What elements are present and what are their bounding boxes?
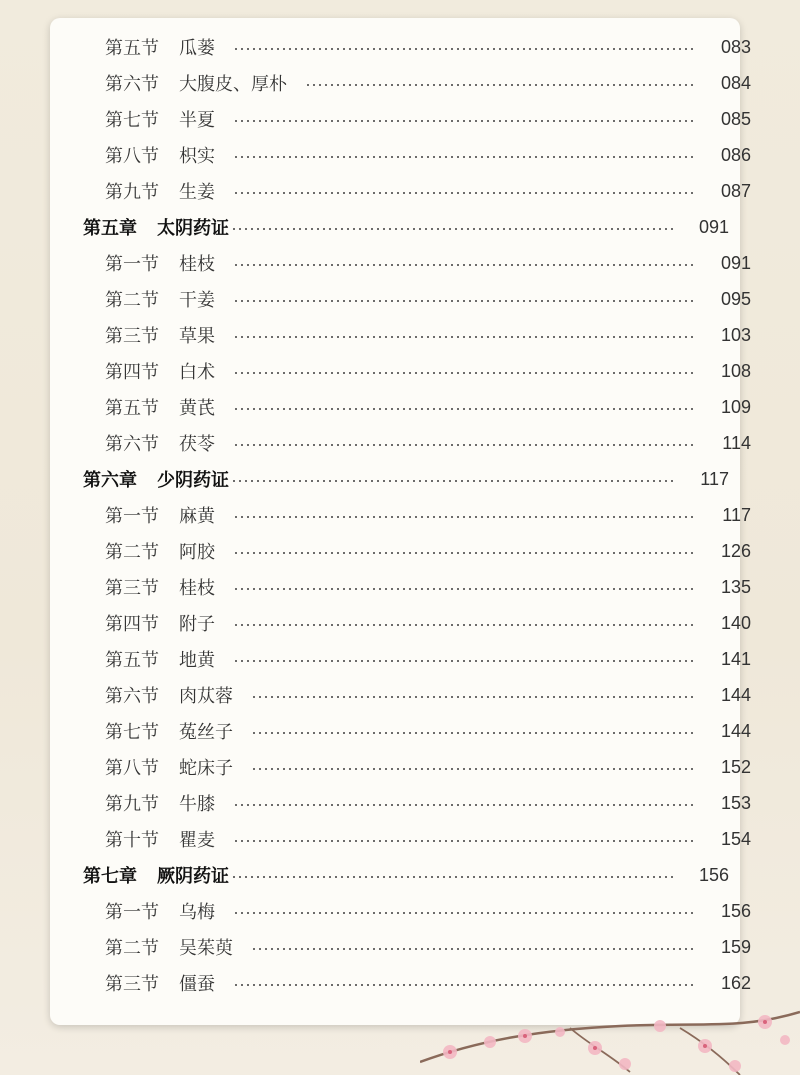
dot-leader [233,48,695,50]
dot-leader [251,948,695,950]
toc-entry-title: 生姜 [179,182,215,203]
toc-section-row [50,497,795,533]
toc-entry-title: 菟丝子 [179,722,233,743]
toc-page-number: 091 [720,252,751,273]
toc-section-row [50,101,795,137]
toc-entry-label: 第六节 [105,686,159,707]
toc-entry-title: 麻黄 [179,506,215,527]
toc-page-number: 140 [720,612,751,633]
toc-page-number: 159 [720,936,751,957]
toc-section-row [50,713,795,749]
toc-section-row [50,641,795,677]
toc-entry-title: 桂枝 [179,254,215,275]
toc-entry-label: 第七章 [83,866,137,887]
toc-entry-label: 第三节 [105,326,159,347]
toc-entry-label: 第五章 [83,218,137,239]
toc-section-row [50,29,795,65]
toc-entry-title: 牛膝 [179,794,215,815]
toc-card [50,18,751,1025]
toc-entry-label: 第二节 [105,542,159,563]
toc-page-number: 085 [720,108,751,129]
toc-entry-label: 第九节 [105,794,159,815]
toc-entry-title: 地黄 [179,650,215,671]
toc-entry-label: 第二节 [105,938,159,959]
toc-page-number: 087 [720,180,751,201]
toc-entry-title: 厥阴药证 [157,866,229,887]
dot-leader [233,624,695,626]
toc-section-row [50,785,795,821]
toc-page-number: 153 [720,792,751,813]
dot-leader [305,84,695,86]
toc-entry-title: 乌梅 [179,902,215,923]
toc-entry-label: 第一节 [105,506,159,527]
toc-section-row [50,137,795,173]
toc-page-number: 095 [720,288,751,309]
toc-page-number: 117 [722,504,751,525]
toc-entry-title: 大腹皮、厚朴 [179,74,287,95]
toc-entry-title: 桂枝 [179,578,215,599]
toc-page-number: 108 [720,360,751,381]
dot-leader [233,300,695,302]
toc-entry-label: 第三节 [105,578,159,599]
dot-leader [251,732,695,734]
toc-entry-title: 半夏 [179,110,215,131]
dot-leader [233,408,695,410]
toc-entry-label: 第五节 [105,398,159,419]
dot-leader [233,912,695,914]
toc-section-row [50,605,795,641]
toc-entry-title: 黄芪 [179,398,215,419]
toc-section-row [50,281,795,317]
toc-entry-title: 蛇床子 [179,758,233,779]
toc-page-number: 154 [720,828,751,849]
toc-page-number: 144 [720,684,751,705]
dot-leader [231,228,673,230]
toc-entry-label: 第三节 [105,974,159,995]
toc-section-row [50,389,795,425]
toc-entry-label: 第九节 [105,182,159,203]
dot-leader [233,192,695,194]
dot-leader [231,480,673,482]
toc-section-row [50,677,795,713]
toc-page-number: 156 [720,900,751,921]
toc-section-row [50,821,795,857]
toc-entry-title: 少阴药证 [157,470,229,491]
plum-blossom-decoration [420,1000,800,1075]
toc-entry-label: 第十节 [105,830,159,851]
dot-leader [233,552,695,554]
toc-entry-title: 干姜 [179,290,215,311]
toc-page-number: 156 [698,864,729,885]
toc-section-row [50,245,795,281]
toc-entry-title: 阿胶 [179,542,215,563]
toc-section-row [50,965,795,1001]
toc-page-number: 083 [720,36,751,57]
toc-entry-label: 第一节 [105,902,159,923]
toc-section-row [50,317,795,353]
toc-page-number: 086 [720,144,751,165]
toc-entry-title: 草果 [179,326,215,347]
toc-page-number: 117 [700,468,729,489]
toc-section-row [50,353,795,389]
toc-page-number: 114 [722,432,751,453]
dot-leader [233,588,695,590]
toc-entry-label: 第七节 [105,722,159,743]
dot-leader [233,516,695,518]
toc-entry-title: 吴茱萸 [179,938,233,959]
toc-entry-title: 太阴药证 [157,218,229,239]
toc-chapter-row [50,209,773,245]
toc-entry-label: 第六节 [105,74,159,95]
dot-leader [233,336,695,338]
dot-leader [233,840,695,842]
toc-section-row [50,569,795,605]
dot-leader [233,804,695,806]
toc-entry-label: 第二节 [105,290,159,311]
dot-leader [233,264,695,266]
toc-entry-title: 僵蚕 [179,974,215,995]
toc-page-number: 109 [720,396,751,417]
toc-entry-title: 瓜蒌 [179,38,215,59]
toc-page-number: 135 [720,576,751,597]
toc-chapter-row [50,461,773,497]
toc-page-number: 084 [720,72,751,93]
toc-entry-label: 第五节 [105,38,159,59]
toc-entry-label: 第七节 [105,110,159,131]
toc-page-number: 103 [720,324,751,345]
toc-entry-title: 茯苓 [179,434,215,455]
toc-entry-title: 瞿麦 [179,830,215,851]
toc-entry-label: 第四节 [105,614,159,635]
dot-leader [233,660,695,662]
dot-leader [231,876,673,878]
toc-entry-label: 第五节 [105,650,159,671]
dot-leader [233,372,695,374]
toc-section-row [50,425,795,461]
dot-leader [233,156,695,158]
toc-section-row [50,173,795,209]
dot-leader [251,696,695,698]
dot-leader [233,444,695,446]
toc-entry-label: 第八节 [105,146,159,167]
toc-page-number: 126 [720,540,751,561]
dot-leader [233,120,695,122]
toc-entry-label: 第一节 [105,254,159,275]
toc-page-number: 152 [720,756,751,777]
toc-entry-label: 第四节 [105,362,159,383]
toc-section-row [50,749,795,785]
toc-section-row [50,893,795,929]
toc-entry-label: 第六章 [83,470,137,491]
toc-section-row [50,929,795,965]
toc-entry-title: 附子 [179,614,215,635]
toc-section-row [50,65,795,101]
toc-chapter-row [50,857,773,893]
toc-entry-title: 枳实 [179,146,215,167]
toc-entry-title: 肉苁蓉 [179,686,233,707]
dot-leader [233,984,695,986]
toc-page-number: 162 [720,972,751,993]
toc-entry-label: 第八节 [105,758,159,779]
toc-page-number: 144 [720,720,751,741]
dot-leader [251,768,695,770]
toc-page-number: 141 [720,648,751,669]
toc-section-row [50,533,795,569]
toc-entry-label: 第六节 [105,434,159,455]
toc-page-number: 091 [698,216,729,237]
toc-entry-title: 白术 [179,362,215,383]
